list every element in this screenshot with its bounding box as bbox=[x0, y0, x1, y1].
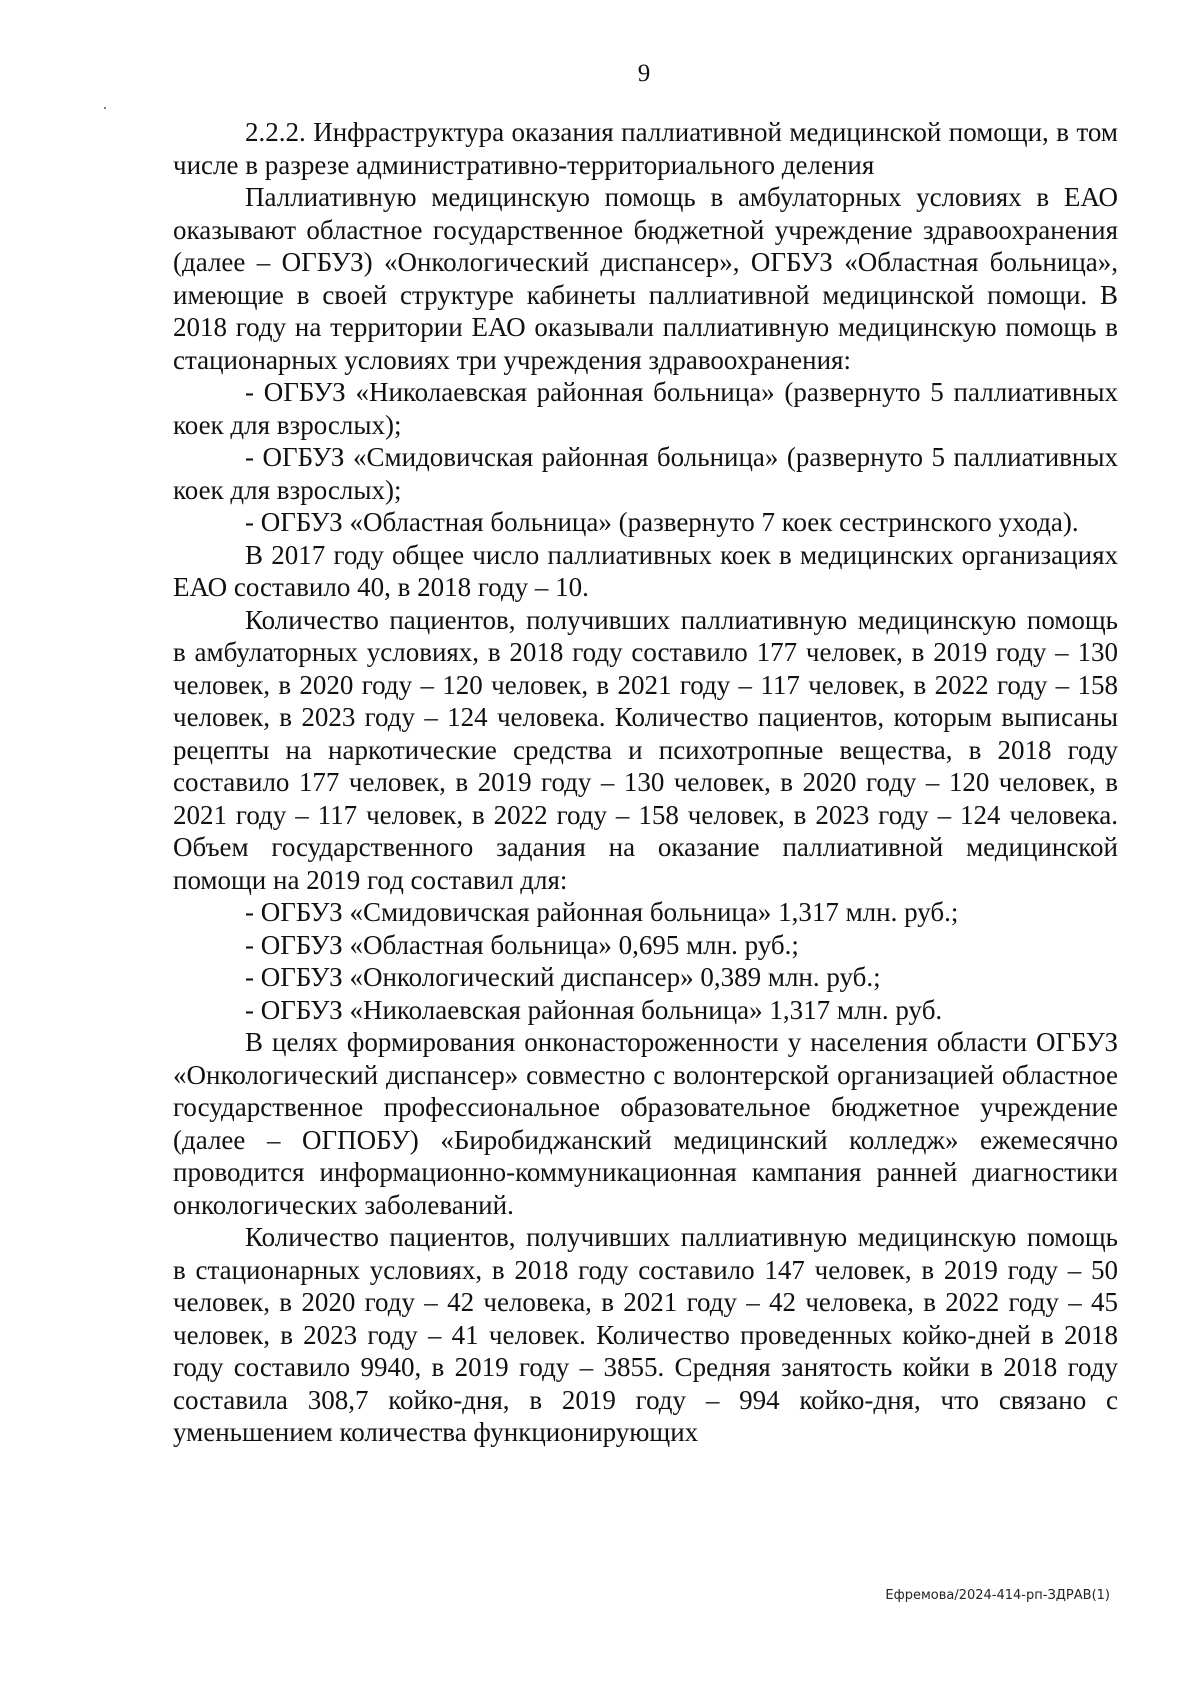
list-item-oblastnaya: - ОГБУЗ «Областная больница» (развернуто 7 коек сестринского ухода). bbox=[245, 507, 1079, 537]
paragraph-outpatient-care: Паллиативную медицинскую помощь в амбулаторных условиях в ЕАО оказывают областное государственное бюджетной учреждение здравоохранения (далее – ОГБУЗ) «Онкологический диспансер», ОГБУЗ «Областная больница», имеющие в своей структуре кабинеты паллиативной медицинской помощи. В 2018 году на территории ЕАО оказывали паллиативную медицинскую помощь в стационарных условиях три учреждения здравоохранения: bbox=[173, 182, 1118, 375]
document-body bbox=[173, 116, 1118, 1449]
list-item-smidovichskaya: - ОГБУЗ «Смидовичская районная больница» (развернуто 5 паллиативных коек для взрослых); bbox=[173, 442, 1118, 505]
funding-item-oncology: - ОГБУЗ «Онкологический диспансер» 0,389 млн. руб.; bbox=[245, 962, 881, 992]
paragraph-bed-count: В 2017 году общее число паллиативных коек в медицинских организациях ЕАО составило 40, в 2018 году – 10. bbox=[173, 539, 1118, 602]
funding-item-oblastnaya: - ОГБУЗ «Областная больница» 0,695 млн. руб.; bbox=[245, 929, 799, 960]
document-registration-code: Ефремова/2024-414-рп-ЗДРАВ(1) bbox=[885, 1588, 1110, 1603]
page-number: 9 bbox=[637, 60, 651, 87]
scan-speck bbox=[104, 107, 106, 109]
paragraph-patient-count: Количество пациентов, получивших паллиативную медицинскую помощь в амбулаторных условиях, в 2018 году составило 177 человек, в 2019 году – 130 человек, в 2020 году – 120 человек, в 2021 году – 117 человек, в 2022 году – 158 человек, в 2023 году – 124 человека. Количество пациентов, которым выписаны рецепты на наркотические средства и психотропные вещества, в 2018 году составило 177 человек, в 2019 году – 130 человек, в 2020 году – 120 человек, в 2021 году – 117 человек, в 2022 году – 158 человек, в 2023 году – 124 человека. Объем государственного задания на оказание паллиативной медицинской помощи на 2019 год составил для: bbox=[173, 604, 1118, 895]
funding-item-smidovichskaya: - ОГБУЗ «Смидовичская районная больница» 1,317 млн. руб.; bbox=[245, 897, 959, 927]
paragraph-oncology-awareness: В целях формирования онконастороженности у населения области ОГБУЗ «Онкологический диспансер» совместно с волонтерской организацией областное государственное профессиональное образовательное бюджетное учреждение (далее – ОГПОБУ) «Биробиджанский медицинский колледж» ежемесячно проводится информационно-коммуникационная кампания ранней диагностики онкологических заболеваний. bbox=[173, 1027, 1118, 1220]
section-heading: 2.2.2. Инфраструктура оказания паллиативной медицинской помощи, в том числе в разрезе административно-территориального деления bbox=[173, 117, 1118, 180]
list-item-nikolaevskaya: - ОГБУЗ «Николаевская районная больница» (развернуто 5 паллиативных коек для взрослых); bbox=[173, 377, 1118, 440]
paragraph-inpatient-care: Количество пациентов, получивших паллиативную медицинскую помощь в стационарных условиях, в 2018 году составило 147 человек, в 2019 году – 50 человек, в 2020 году – 42 человека, в 2021 году – 42 человека, в 2022 году – 45 человек, в 2023 году – 41 человек. Количество проведенных койко-дней в 2018 году составило 9940, в 2019 году – 3855. Средняя занятость койки в 2018 году составила 308,7 койко-дня, в 2019 году – 994 койко-дня, что связано с уменьшением количества функционирующих bbox=[173, 1222, 1118, 1447]
funding-item-nikolaevskaya: - ОГБУЗ «Николаевская районная больница» 1,317 млн. руб. bbox=[245, 994, 943, 1025]
